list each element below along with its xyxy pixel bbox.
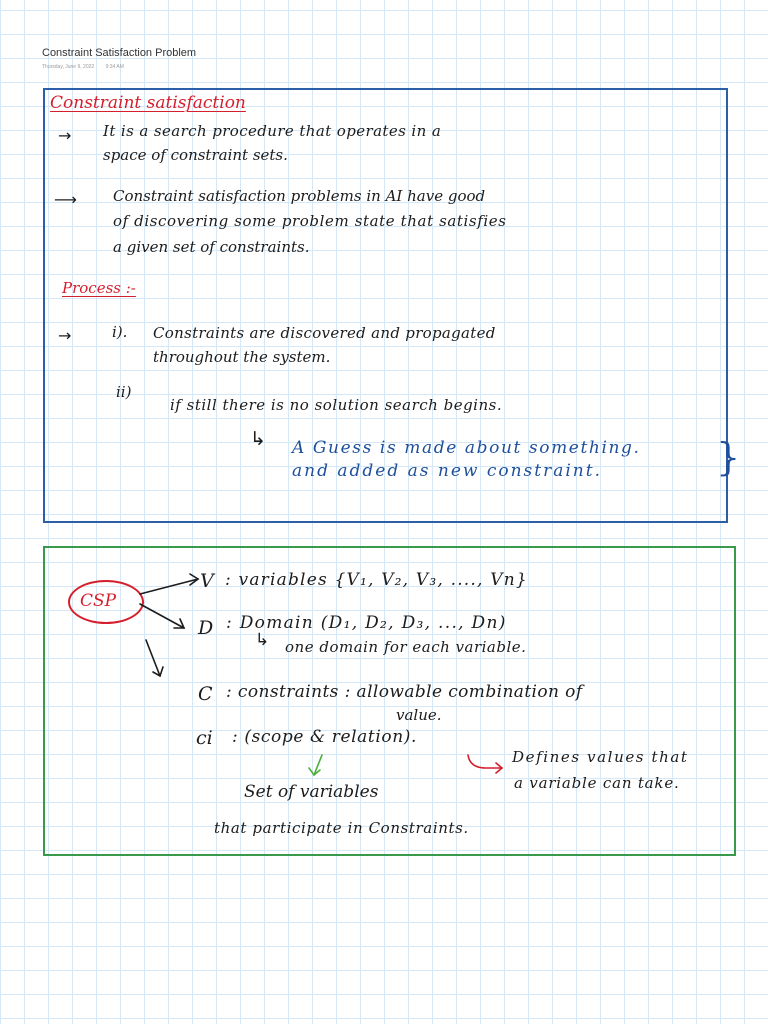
sub-arrow-icon: ↳	[255, 630, 270, 650]
ci-definition: : (scope & relation).	[232, 727, 417, 747]
page-title: Constraint Satisfaction Problem	[42, 47, 197, 59]
red-hook-arrow-icon	[468, 755, 502, 768]
bullet-arrow-icon: →	[58, 326, 72, 345]
step-line: if still there is no solution search begins.	[170, 396, 503, 414]
c-definition: : constraints : allowable combination of	[226, 682, 583, 702]
step-marker: ii)	[116, 383, 132, 401]
arrow-to-d-icon	[140, 604, 184, 628]
guess-line: and added as new constraint.	[292, 461, 602, 481]
defines-line: Defines values that	[512, 748, 689, 766]
page-date: Thursday, June 9, 2022	[42, 64, 95, 70]
step-line: throughout the system.	[153, 348, 331, 366]
defines-line: a variable can take.	[514, 774, 680, 792]
definition-line: of discovering some problem state that satisfies	[113, 212, 507, 230]
definition-line: a given set of constraints.	[113, 238, 310, 256]
bullet-arrow-icon: →	[58, 126, 72, 145]
d-definition: : Domain (D₁, D₂, D₃, ..., Dn)	[226, 613, 507, 633]
d-sub-definition: one domain for each variable.	[285, 638, 527, 656]
bullet-arrow-icon: ⟶	[54, 190, 77, 209]
step-marker: i).	[112, 323, 128, 341]
definition-line: space of constraint sets.	[103, 146, 288, 164]
section1-heading: Constraint satisfaction	[50, 93, 246, 113]
ci-letter: ci	[196, 727, 213, 749]
scope-note: Set of variables	[244, 782, 379, 802]
definition-line: It is a search procedure that operates in a	[103, 122, 442, 140]
v-definition: : variables {V₁, V₂, V₃, ...., Vn}	[225, 570, 528, 590]
guess-line: A Guess is made about something.	[292, 438, 641, 458]
brace-icon: }	[716, 435, 741, 479]
d-letter: D	[198, 617, 214, 639]
c-definition-cont: value.	[396, 706, 442, 724]
process-heading: Process :-	[62, 279, 136, 297]
csp-label: CSP	[80, 591, 117, 611]
step-line: Constraints are discovered and propagated	[153, 324, 496, 342]
c-letter: C	[198, 683, 213, 705]
v-letter: V	[200, 570, 214, 592]
scope-note: that participate in Constraints.	[214, 819, 469, 837]
arrow-to-c-icon	[146, 640, 160, 676]
page-time: 9:34 AM	[105, 64, 124, 70]
sub-arrow-icon: ↳	[250, 428, 266, 450]
definition-line: Constraint satisfaction problems in AI have good	[113, 187, 486, 205]
arrow-to-v-icon	[140, 579, 198, 594]
